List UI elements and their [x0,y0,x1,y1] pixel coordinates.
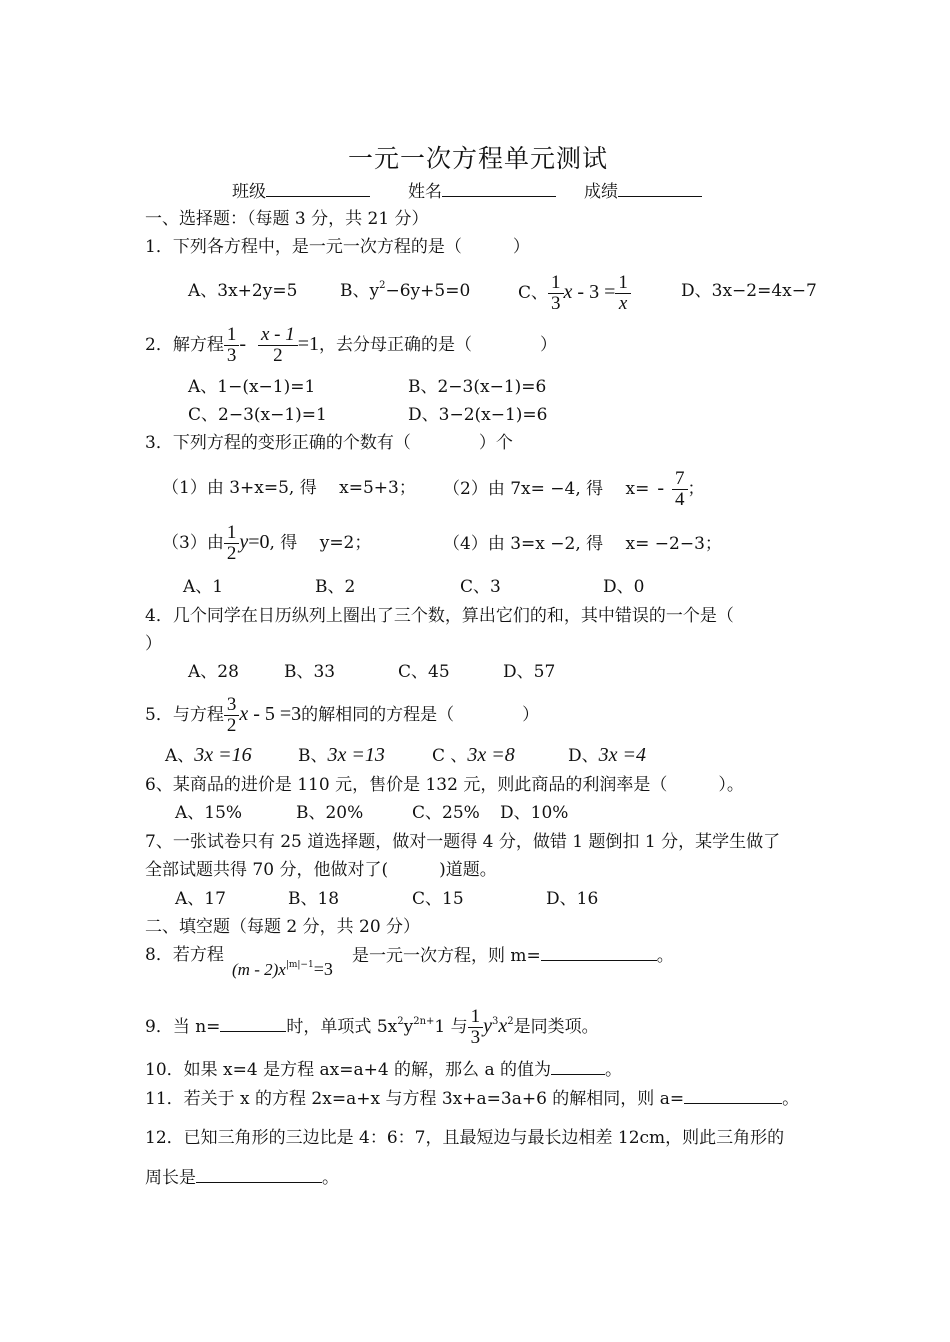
q1-option-a[interactable]: A、3x+2y=5 [188,281,298,301]
q3-item-3: （3）由 $\frac{1}{2}$ y=0, 得 y=2； [162,522,372,564]
q4-option-a[interactable]: A、28 [188,662,239,682]
question-12-line-2: 周长是 。 [145,1168,339,1188]
q12-answer-blank[interactable] [196,1166,322,1183]
question-1-stem: 1．下列各方程中，是一元一次方程的是（ ） [145,237,530,257]
q6-option-a[interactable]: A、15% [175,803,243,823]
q3-option-d[interactable]: D、0 [603,577,645,597]
q9-answer-blank[interactable] [220,1015,286,1032]
fraction: $\frac{x - 1}{2}$ [258,325,298,366]
q5-option-a[interactable]: A、3x =16 [165,744,252,766]
question-5-stem: 5．与方程 $\frac{3}{2}$ x - 5 =3的解相同的方程是（ ） [145,694,540,736]
q2-option-a[interactable]: A、1−(x−1)=1 [188,377,316,397]
q4-option-d[interactable]: D、57 [503,662,556,682]
q1-option-d[interactable]: D、3x−2=4x−7 [681,281,817,301]
q5-option-d[interactable]: D、3x =4 [568,744,647,766]
name-blank[interactable] [442,180,556,197]
q8-answer-blank[interactable] [541,944,657,961]
question-6-stem: 6、某商品的进价是 110 元，售价是 132 元，则此商品的利润率是（ ）。 [145,775,744,795]
question-4-stem: 4．几个同学在日历纵列上圈出了三个数，算出它们的和，其中错误的一个是（ [145,606,734,626]
q3-option-b[interactable]: B、2 [315,577,356,597]
fraction: $\frac{1}{3}$ [548,273,564,314]
question-8-suffix: 是一元一次方程，则 m= 。 [352,946,674,966]
fraction: $\frac{1}{3}$ [224,325,240,366]
question-8-equation: $(m - 2)x^{|m|-1}=3$ [232,959,333,979]
section-heading-choice: 一、选择题：（每题 3 分，共 21 分） [145,209,429,229]
page-title: 一元一次方程单元测试 [348,144,609,173]
q3-item-4: （4）由 3=x −2, 得 x= −2−3； [443,534,722,554]
fraction: $\frac{7}{4}$ [672,469,688,510]
fraction: $\frac{3}{2}$ [224,695,240,736]
section-heading-fill: 二、填空题（每题 2 分，共 20 分） [145,917,421,937]
fraction: $\frac{1}{3}$ [468,1007,484,1048]
q1-option-c[interactable]: C、 $\frac{1}{3}$ x - 3 = $\frac{1}{x}$ [518,262,631,323]
question-4-close: ） [145,634,162,654]
question-10: 10．如果 x=4 是方程 ax=a+4 的解，那么 a 的值为 。 [145,1060,622,1080]
question-7-line-2: 全部试题共得 70 分，他做对了( )道题。 [145,860,497,880]
question-9: 9．当 n= 时，单项式 $5x^2y^{2n+}1$ 与 $\frac{1}{3}$ $y^3x^2$是同类项。 [145,1006,599,1048]
q11-answer-blank[interactable] [684,1087,782,1104]
q3-item-1: （1）由 3+x=5, 得 x=5+3； [162,478,416,498]
question-3-stem: 3．下列方程的变形正确的个数有（ ）个 [145,433,513,453]
q5-option-b[interactable]: B、3x =13 [298,744,385,766]
q4-option-c[interactable]: C、45 [398,662,450,682]
q2-option-c[interactable]: C、2−3(x−1)=1 [188,405,327,425]
q7-option-d[interactable]: D、16 [546,889,599,909]
q2-option-d[interactable]: D、3−2(x−1)=6 [408,405,548,425]
q7-option-b[interactable]: B、18 [288,889,340,909]
q2-option-b[interactable]: B、2−3(x−1)=6 [408,377,547,397]
q3-option-a[interactable]: A、1 [183,577,224,597]
q3-item-2: （2）由 7x= −4, 得 x= - $\frac{7}{4}$ ； [443,468,705,510]
score-blank[interactable] [618,180,702,197]
q7-option-c[interactable]: C、15 [412,889,464,909]
question-11: 11．若关于 x 的方程 2x=a+x 与方程 3x+a=3a+6 的解相同，则 a= 。 [145,1089,800,1109]
name-label: 姓名 [408,182,442,202]
fraction: $\frac{1}{x}$ [615,273,631,314]
q6-option-c[interactable]: C、25% [412,803,480,823]
q3-option-c[interactable]: C、3 [460,577,501,597]
class-label: 班级 [232,182,266,202]
question-8-prefix: 8．若方程 [145,945,224,965]
score-label: 成绩 [584,182,618,202]
q1-option-b[interactable]: B、$y^2-6y+5=0$ [340,280,471,301]
q6-option-d[interactable]: D、10% [500,803,569,823]
q7-option-a[interactable]: A、17 [175,889,226,909]
q6-option-b[interactable]: B、20% [296,803,364,823]
question-7-line-1: 7、一张试卷只有 25 道选择题，做对一题得 4 分，做错 1 题倒扣 1 分，某学生做了 [145,832,781,852]
question-2-stem: 2．解方程 $\frac{1}{3}$ - $\frac{x - 1}{2}$ =1，去分母正确的是（ ） [145,324,558,366]
q4-option-b[interactable]: B、33 [284,662,336,682]
student-info-row [232,180,702,203]
q5-option-c[interactable]: C 、3x =8 [432,744,515,766]
q10-answer-blank[interactable] [551,1058,605,1075]
fraction: $\frac{1}{2}$ [224,523,240,564]
question-12-line-1: 12．已知三角形的三边比是 4：6：7，且最短边与最长边相差 12cm，则此三角形的 [145,1128,785,1148]
class-blank[interactable] [266,180,370,197]
